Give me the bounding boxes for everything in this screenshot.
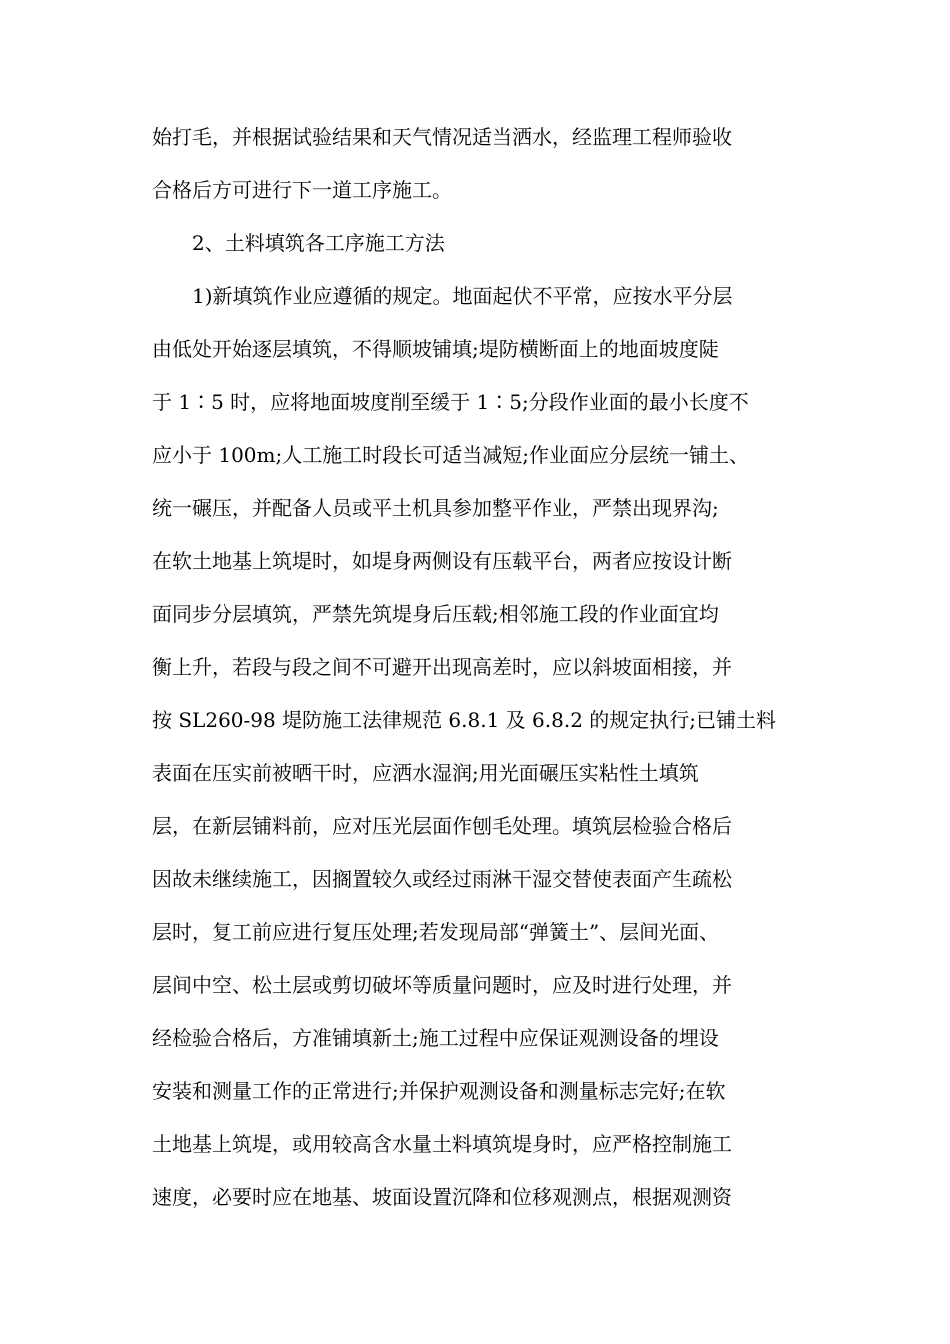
text-line: 按 SL260-98 堤防施工法律规范 6.8.1 及 6.8.2 的规定执行;已铺土料: [152, 708, 777, 732]
text-line: 应小于 100m;人工施工时段长可适当减短;作业面应分层统一铺土、: [152, 443, 749, 467]
section-heading: 2、土料填筑各工序施工方法: [192, 231, 445, 255]
text-line: 层，在新层铺料前，应对压光层面作刨毛处理。填筑层检验合格后: [152, 814, 732, 838]
text-line: 合格后方可进行下一道工序施工。: [152, 178, 452, 202]
text-line: 层时，复工前应进行复压处理;若发现局部“弹簧土”、层间光面、: [152, 920, 720, 944]
text-line: 表面在压实前被晒干时，应洒水湿润;用光面碾压实粘性土填筑: [152, 761, 699, 785]
paragraph-first-line: 1)新填筑作业应遵循的规定。地面起伏不平常，应按水平分层: [192, 284, 733, 308]
text-line: 因故未继续施工，因搁置较久或经过雨淋干湿交替使表面产生疏松: [152, 867, 732, 891]
text-line: 在软土地基上筑堤时，如堤身两侧设有压载平台，两者应按设计断: [152, 549, 732, 573]
text-line: 层间中空、松土层或剪切破坏等质量问题时，应及时进行处理，并: [152, 973, 732, 997]
text-line: 衡上升，若段与段之间不可避开出现高差时，应以斜坡面相接，并: [152, 655, 732, 679]
text-line: 由低处开始逐层填筑，不得顺坡铺填;堤防横断面上的地面坡度陡: [152, 337, 719, 361]
text-line: 土地基上筑堤，或用较高含水量土料填筑堤身时，应严格控制施工: [152, 1132, 732, 1156]
text-line: 经检验合格后，方准铺填新土;施工过程中应保证观测设备的埋设: [152, 1026, 719, 1050]
text-line: 于 1∶5 时，应将地面坡度削至缓于 1∶5;分段作业面的最小长度不: [152, 390, 749, 414]
text-line: 安装和测量工作的正常进行;并保护观测设备和测量标志完好;在软: [152, 1079, 726, 1103]
text-line: 速度，必要时应在地基、坡面设置沉降和位移观测点，根据观测资: [152, 1185, 732, 1209]
text-line: 统一碾压，并配备人员或平土机具参加整平作业，严禁出现界沟;: [152, 496, 719, 520]
text-line: 面同步分层填筑，严禁先筑堤身后压载;相邻施工段的作业面宜均: [152, 602, 719, 626]
text-line: 始打毛，并根据试验结果和天气情况适当洒水，经监理工程师验收: [152, 125, 732, 149]
